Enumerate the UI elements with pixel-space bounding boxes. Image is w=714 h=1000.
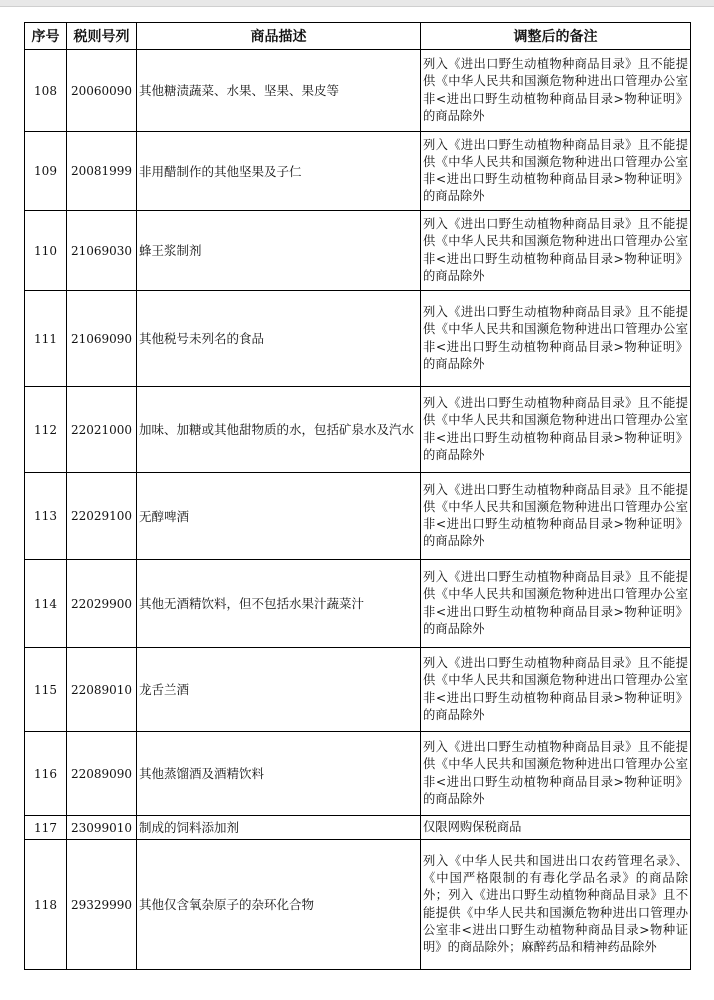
cell-seq: 114 [25,560,67,648]
cell-seq: 110 [25,211,67,291]
cell-desc: 加味、加糖或其他甜物质的水，包括矿泉水及汽水 [137,387,421,473]
header-seq: 序号 [25,23,67,50]
cell-desc: 非用醋制作的其他坚果及子仁 [137,132,421,211]
table-row [25,560,691,648]
cell-seq: 117 [25,816,67,840]
cell-code: 20081999 [67,132,137,211]
cell-note: 列入《进出口野生动植物种商品目录》且不能提供《中华人民共和国濒危物种进出口管理办公室非<进出口野生动植物种商品目录>物种证明》的商品除外 [421,473,691,560]
cell-desc: 其他蒸馏酒及酒精饮料 [137,732,421,816]
cell-code: 22089090 [67,732,137,816]
cell-code: 22029900 [67,560,137,648]
cell-note: 列入《进出口野生动植物种商品目录》且不能提供《中华人民共和国濒危物种进出口管理办公室非<进出口野生动植物种商品目录>物种证明》的商品除外 [421,291,691,387]
viewer-top-bar [0,0,714,7]
cell-desc: 其他糖渍蔬菜、水果、坚果、果皮等 [137,50,421,132]
cell-seq: 118 [25,840,67,970]
table-row [25,291,691,387]
header-code: 税则号列 [67,23,137,50]
cell-note: 列入《进出口野生动植物种商品目录》且不能提供《中华人民共和国濒危物种进出口管理办公室非<进出口野生动植物种商品目录>物种证明》的商品除外 [421,387,691,473]
header-note: 调整后的备注 [421,23,691,50]
cell-seq: 112 [25,387,67,473]
cell-desc: 无醇啤酒 [137,473,421,560]
cell-desc: 其他无酒精饮料，但不包括水果汁蔬菜汁 [137,560,421,648]
cell-desc: 其他仅含氧杂原子的杂环化合物 [137,840,421,970]
table-row [25,732,691,816]
cell-note: 列入《进出口野生动植物种商品目录》且不能提供《中华人民共和国濒危物种进出口管理办公室非<进出口野生动植物种商品目录>物种证明》的商品除外 [421,732,691,816]
header-desc: 商品描述 [137,23,421,50]
cell-code: 29329990 [67,840,137,970]
cell-note: 仅限网购保税商品 [421,816,691,840]
cell-code: 21069090 [67,291,137,387]
table-row [25,816,691,840]
cell-seq: 116 [25,732,67,816]
table-header-row [25,23,691,50]
cell-seq: 115 [25,648,67,732]
cell-code: 22089010 [67,648,137,732]
table-row [25,473,691,560]
cell-seq: 111 [25,291,67,387]
table-row [25,50,691,132]
table-row [25,211,691,291]
cell-seq: 113 [25,473,67,560]
cell-note: 列入《进出口野生动植物种商品目录》且不能提供《中华人民共和国濒危物种进出口管理办公室非<进出口野生动植物种商品目录>物种证明》的商品除外 [421,211,691,291]
cell-note: 列入《进出口野生动植物种商品目录》且不能提供《中华人民共和国濒危物种进出口管理办公室非<进出口野生动植物种商品目录>物种证明》的商品除外 [421,132,691,211]
tariff-table [24,22,691,970]
cell-note: 列入《进出口野生动植物种商品目录》且不能提供《中华人民共和国濒危物种进出口管理办公室非<进出口野生动植物种商品目录>物种证明》的商品除外 [421,648,691,732]
cell-code: 23099010 [67,816,137,840]
table-row [25,132,691,211]
table-row [25,840,691,970]
cell-code: 22029100 [67,473,137,560]
cell-desc: 蜂王浆制剂 [137,211,421,291]
table-row [25,387,691,473]
cell-seq: 108 [25,50,67,132]
cell-code: 22021000 [67,387,137,473]
cell-seq: 109 [25,132,67,211]
cell-code: 21069030 [67,211,137,291]
cell-desc: 其他税号未列名的食品 [137,291,421,387]
cell-note: 列入《进出口野生动植物种商品目录》且不能提供《中华人民共和国濒危物种进出口管理办公室非<进出口野生动植物种商品目录>物种证明》的商品除外 [421,560,691,648]
cell-note: 列入《中华人民共和国进出口农药管理名录》、《中国严格限制的有毒化学品名录》的商品除外；列入《进出口野生动植物种商品目录》且不能提供《中华人民共和国濒危物种进出口管理办公室非<进出口野生动植物种商品目录>物种证明》的商品除外；麻醉药品和精神药品除外 [421,840,691,970]
cell-note: 列入《进出口野生动植物种商品目录》且不能提供《中华人民共和国濒危物种进出口管理办公室非<进出口野生动植物种商品目录>物种证明》的商品除外 [421,50,691,132]
cell-desc: 龙舌兰酒 [137,648,421,732]
cell-desc: 制成的饲料添加剂 [137,816,421,840]
table-row [25,648,691,732]
cell-code: 20060090 [67,50,137,132]
